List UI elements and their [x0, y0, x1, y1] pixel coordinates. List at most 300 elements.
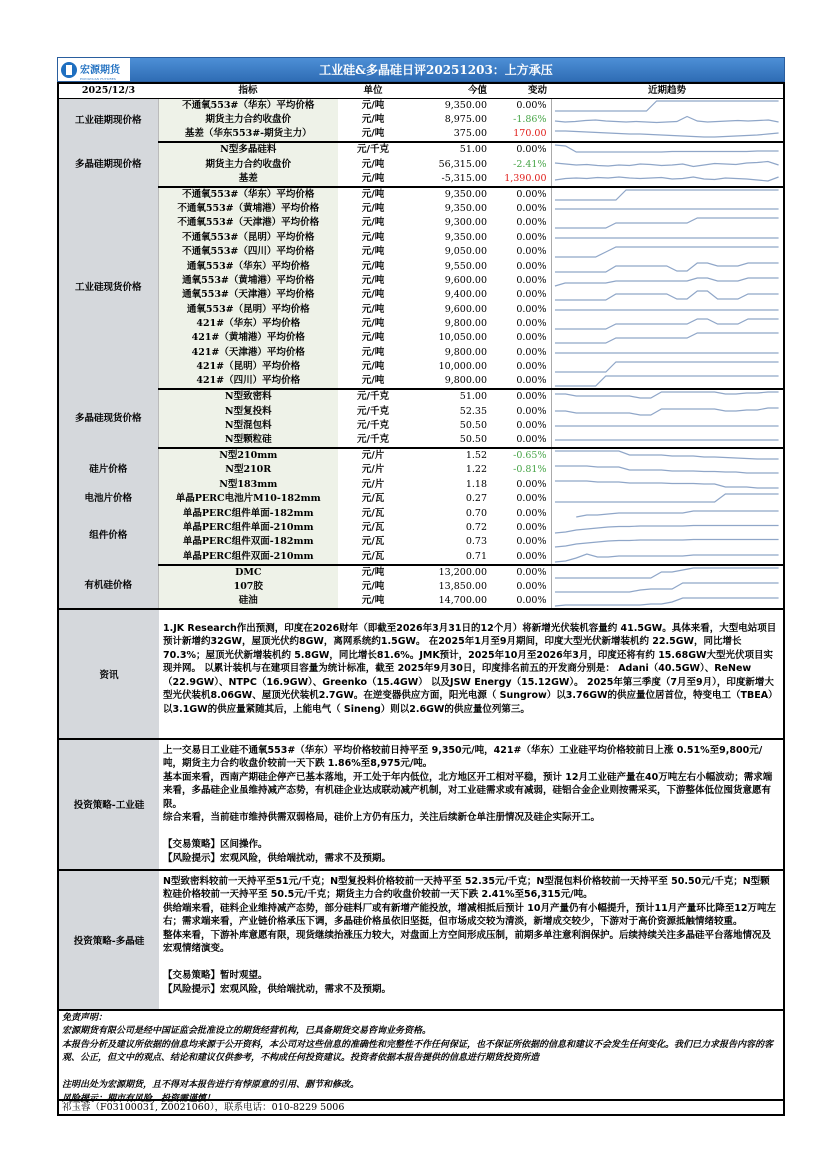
value: 56,315.00	[438, 158, 487, 170]
disclaimer-line: 免责声明：	[62, 1012, 108, 1023]
table-row	[58, 172, 784, 187]
sparkline-line	[554, 218, 778, 228]
trend-cell	[551, 274, 784, 288]
value: 0.72	[465, 522, 487, 533]
trend-cell	[551, 478, 784, 492]
indicator-name: 单晶PERC电池片M10-182mm	[158, 492, 338, 506]
indicator-name: 不通氧553#（黄埔港）平均价格	[158, 202, 338, 216]
value-header: 今值	[408, 83, 491, 99]
value: 9,600.00	[444, 274, 487, 286]
table-row	[58, 463, 784, 477]
trend-cell	[551, 535, 784, 549]
value: 9,350.00	[444, 231, 487, 243]
value: 1.22	[465, 464, 487, 476]
table-row	[58, 303, 784, 317]
sparkline-line	[554, 117, 778, 123]
disclaimer-line: 宏源期货有限公司是经中国证监会批准设立的期货经营机构，已具备期货交易咨询业务资格。	[62, 1026, 432, 1037]
change: 0.00%	[516, 361, 547, 373]
table-row	[58, 506, 784, 520]
value: 9,800.00	[444, 318, 487, 330]
unit: 元/千克	[357, 420, 389, 432]
value: 50.50	[408, 433, 491, 448]
trend-cell	[551, 202, 784, 216]
unit: 元/吨	[338, 127, 408, 142]
sparkline	[552, 143, 784, 157]
indicator-name: N型多晶硅料	[158, 142, 338, 157]
sparkline-line	[554, 161, 778, 166]
unit: 元/千克	[357, 405, 389, 417]
trend-cell	[551, 580, 784, 594]
unit: 元/千克	[357, 144, 389, 156]
section-news	[57, 610, 785, 740]
category-label: 组件价格	[58, 506, 158, 564]
unit: 元/吨	[361, 246, 385, 258]
change: 0.00%	[516, 566, 547, 578]
change: 0.00%	[491, 433, 551, 448]
sparkline	[552, 245, 784, 259]
trend-cell	[551, 127, 784, 142]
sparkline-line	[554, 177, 778, 181]
unit: 元/吨	[361, 332, 385, 344]
change: 0.00%	[516, 522, 547, 533]
trend-cell	[551, 565, 784, 580]
table-row	[58, 492, 784, 506]
sparkline	[552, 535, 784, 549]
change: 0.00%	[491, 550, 551, 565]
sparkline-line	[554, 319, 778, 329]
indicator-name: 通氧553#（华东）平均价格	[158, 259, 338, 273]
logo-text: 宏源期货	[80, 65, 120, 76]
table-row	[58, 433, 784, 448]
table-row	[58, 99, 784, 114]
table-row	[58, 142, 784, 157]
unit-header: 单位	[338, 83, 408, 99]
indicator-name: 421#（华东）平均价格	[158, 317, 338, 331]
sparkline	[552, 202, 784, 216]
value: 9,800.00	[408, 374, 491, 389]
unit: 元/吨	[361, 580, 385, 592]
table-row	[58, 157, 784, 171]
indicator-name: 单晶PERC组件单面-210mm	[158, 521, 338, 535]
unit: 元/吨	[361, 361, 385, 373]
indicator-name: 期货主力合约收盘价	[158, 157, 338, 171]
category-label: 工业硅期现价格	[58, 99, 158, 143]
unit: 元/吨	[361, 202, 385, 214]
unit: 元/瓦	[361, 507, 385, 519]
indicator-name: N型复投料	[158, 404, 338, 418]
table-header	[58, 83, 784, 99]
sparkline	[552, 360, 784, 374]
change: 0.00%	[516, 217, 547, 229]
indicator-name: 基差	[158, 172, 338, 187]
change: 0.00%	[516, 188, 547, 200]
paragraph: 【交易策略】区间操作。	[163, 839, 268, 851]
indicator-name: N型210mm	[158, 448, 338, 463]
change: 0.00%	[516, 478, 547, 490]
disclaimer-line: 注明出处为宏源期货，且不得对本报告进行有悖原意的引用、删节和修改。	[62, 1080, 360, 1091]
table-row	[58, 202, 784, 216]
sparkline	[552, 478, 784, 492]
sparkline-line	[554, 392, 778, 398]
sparkline	[552, 172, 784, 186]
paragraph: 【风险提示】宏观风险，供给端扰动，需求不及预期。	[163, 852, 392, 864]
value: 9,350.00	[444, 100, 487, 111]
sparkline-line	[554, 145, 778, 152]
unit: 元/吨	[361, 188, 385, 200]
unit: 元/吨	[338, 594, 408, 609]
table-row	[58, 419, 784, 433]
unit: 元/吨	[361, 303, 385, 315]
unit: 元/吨	[361, 100, 385, 111]
sparkline	[552, 216, 784, 230]
value: 1.52	[465, 450, 487, 462]
sparkline	[552, 231, 784, 245]
table-row	[58, 113, 784, 127]
change: 0.00%	[491, 594, 551, 609]
indicator-name: 通氧553#（黄埔港）平均价格	[158, 274, 338, 288]
indicator-name: 不通氧553#（四川）平均价格	[158, 245, 338, 259]
sparkline	[552, 113, 784, 127]
value: -5,315.00	[408, 172, 491, 187]
indicator-name: N型致密料	[158, 389, 338, 404]
change: 0.00%	[516, 202, 547, 214]
section-text	[159, 610, 783, 738]
trend-cell	[551, 550, 784, 565]
category-label: 电池片价格	[58, 492, 158, 506]
unit: 元/瓦	[361, 493, 385, 505]
trend-cell	[551, 113, 784, 127]
table-row	[58, 288, 784, 302]
value: 9,400.00	[444, 289, 487, 301]
trend-cell	[551, 419, 784, 433]
unit: 元/片	[361, 478, 385, 490]
sparkline	[552, 346, 784, 360]
unit: 元/瓦	[361, 522, 385, 533]
table-row	[58, 374, 784, 389]
trend-cell	[551, 346, 784, 360]
indicator-name: 不通氧553#（华东）平均价格	[158, 187, 338, 202]
change: 0.00%	[516, 580, 547, 592]
unit: 元/吨	[361, 158, 385, 170]
table-row	[58, 448, 784, 463]
change: 0.00%	[516, 231, 547, 243]
sparkline-line	[554, 526, 778, 534]
value: 0.71	[408, 550, 491, 565]
sparkline-line	[554, 568, 778, 578]
table-row	[58, 331, 784, 345]
sparkline	[552, 550, 784, 564]
paragraph	[163, 825, 779, 839]
table-row	[58, 521, 784, 535]
table-row	[58, 389, 784, 404]
indicator-name: 基差（华东553#-期货主力）	[158, 127, 338, 142]
analyst-contact: 祁玉蓉（F03100031, Z0021060），联系电话：010-8229 5006	[57, 1101, 785, 1116]
section-label: 投资策略-多晶硅	[59, 871, 159, 1009]
paragraph: 【交易策略】暂时观望。	[163, 970, 268, 982]
sparkline	[552, 288, 784, 302]
unit: 元/片	[361, 450, 385, 462]
change: 0.00%	[516, 303, 547, 315]
change: 0.00%	[516, 346, 547, 358]
paragraph: 供给端来看，硅料企业维持减产态势，部分硅料厂或有新增产能投放，增减相抵后预计 10月产量仍有小幅提升，预计11月产量环比降至12万吨左右；需求端来看，产业链价格承压下调，多晶硅价格虽依旧坚挺，但市场成交较为清淡，新增成交较少，下游对于高价资源抵触情绪较重。	[163, 902, 776, 928]
section-text	[159, 740, 783, 869]
sparkline-line	[554, 598, 778, 606]
table-row	[58, 127, 784, 142]
paragraph: 综合来看，当前硅市维持供需双弱格局，硅价上方仍有压力，关注后续新仓单注册情况及硅企实际开工。	[163, 812, 601, 824]
table-row	[58, 231, 784, 245]
trend-cell	[551, 303, 784, 317]
change: 0.00%	[516, 405, 547, 417]
trend-cell	[551, 216, 784, 230]
section-label: 投资策略-工业硅	[59, 740, 159, 869]
indicator-name: 不通氧553#（华东）平均价格	[158, 99, 338, 114]
table-row	[58, 594, 784, 609]
indicator-name: 期货主力合约收盘价	[158, 113, 338, 127]
unit: 元/千克	[338, 433, 408, 448]
disclaimer-line: 本报告分析及建议所依据的信息均来源于公开资料，本公司对这些信息的准确性和完整性不作任何保证，也不保证所依据的信息和建议不会发生任何变化。我们已力求报告内容的客观、公正，但文中的观点、结论和建议仅供参考，不构成任何投资建议。投资者依据本报告提供的信息进行期货投资所造	[62, 1039, 774, 1064]
change: -1.86%	[513, 114, 547, 126]
change: -2.41%	[513, 158, 547, 170]
change: 0.00%	[516, 144, 547, 156]
indicator-name: 通氧553#（天津港）平均价格	[158, 288, 338, 302]
table-row	[58, 580, 784, 594]
indicator-name: N型183mm	[158, 478, 338, 492]
sparkline	[552, 433, 784, 447]
table-row	[58, 317, 784, 331]
indicator-name: 421#（天津港）平均价格	[158, 346, 338, 360]
indicator-name: 单晶PERC组件双面-182mm	[158, 535, 338, 549]
change: 0.00%	[516, 420, 547, 432]
sparkline-line	[554, 451, 778, 459]
table-row	[58, 565, 784, 580]
change: 0.00%	[516, 536, 547, 548]
trend-cell	[551, 187, 784, 202]
change: 0.00%	[516, 274, 547, 286]
section-strategy-polysilicon	[57, 871, 785, 1011]
sparkline	[552, 274, 784, 288]
change: 0.00%	[516, 332, 547, 344]
indicator-name: 通氧553#（昆明）平均价格	[158, 303, 338, 317]
unit: 元/吨	[361, 217, 385, 229]
sparkline	[552, 158, 784, 172]
value: 9,300.00	[444, 217, 487, 229]
sparkline	[552, 331, 784, 345]
price-table	[57, 82, 785, 610]
trend-cell	[551, 594, 784, 609]
paragraph	[163, 956, 779, 970]
trend-cell	[551, 317, 784, 331]
table-row	[58, 478, 784, 492]
table-row	[58, 404, 784, 418]
unit: 元/千克	[357, 391, 389, 403]
indicator-name: N型210R	[158, 463, 338, 477]
trend-header: 近期趋势	[551, 83, 784, 99]
sparkline	[552, 566, 784, 580]
indicator-name: 107胶	[158, 580, 338, 594]
sparkline-line	[554, 466, 778, 473]
value: 13,200.00	[438, 566, 487, 578]
trend-cell	[551, 404, 784, 418]
sparkline	[552, 390, 784, 404]
unit: 元/吨	[361, 260, 385, 272]
logo-subtext: HONGYUAN FUTURES	[80, 77, 116, 81]
change: -0.81%	[513, 464, 547, 476]
disclaimer-line	[62, 1066, 780, 1080]
company-logo	[58, 58, 130, 81]
sparkline	[552, 507, 784, 521]
unit: 元/吨	[338, 172, 408, 187]
change: 0.00%	[516, 100, 547, 111]
table-row	[58, 550, 784, 565]
value: 8,975.00	[444, 114, 487, 126]
paragraph: N型致密料较前一天持平至51元/千克；N型复投料价格较前一天持平至 52.35元/千克；N型混包料价格较前一天持平至 50.50元/千克；N型颗粒硅价格较前一天持平至 50.5元/千克；期货主力合约收盘价较前一天下跌 2.41%至56,315元/吨。	[163, 875, 770, 901]
change: 0.00%	[516, 246, 547, 258]
unit: 元/吨	[361, 346, 385, 358]
indicator-name: 单晶PERC组件单面-182mm	[158, 506, 338, 520]
sparkline	[552, 188, 784, 202]
trend-cell	[551, 389, 784, 404]
unit: 元/吨	[361, 566, 385, 578]
trend-cell	[551, 360, 784, 374]
report-banner	[57, 57, 785, 82]
sparkline-line	[554, 291, 778, 300]
category-label: 硅片价格	[58, 448, 158, 492]
trend-cell	[551, 172, 784, 187]
indicator-name: 单晶PERC组件双面-210mm	[158, 550, 338, 565]
unit: 元/片	[361, 464, 385, 476]
value: 52.35	[459, 405, 487, 417]
value: 0.27	[465, 493, 487, 505]
value: 9,050.00	[444, 246, 487, 258]
indicator-name: 硅油	[158, 594, 338, 609]
trend-cell	[551, 521, 784, 535]
unit: 元/吨	[361, 274, 385, 286]
trend-cell	[551, 231, 784, 245]
indicator-name: 421#（昆明）平均价格	[158, 360, 338, 374]
trend-cell	[551, 157, 784, 171]
sparkline-line	[576, 511, 778, 517]
table-row	[58, 274, 784, 288]
change: 0.00%	[491, 374, 551, 389]
sparkline	[552, 317, 784, 331]
change: 170.00	[491, 127, 551, 142]
table-row	[58, 245, 784, 259]
unit: 元/瓦	[338, 550, 408, 565]
value: 10,000.00	[438, 361, 487, 373]
indicator-header: 指标	[158, 83, 338, 99]
change: 0.00%	[516, 391, 547, 403]
trend-cell	[551, 331, 784, 345]
paragraph: 基本面来看，西南产期硅企停产已基本落地，开工处于年内低位，北方地区开工相对平稳，预计 12月工业硅产量在40万吨左右小幅波动；需求端来看，多晶硅企业虽维持减产态势，有机硅企业达成联动减产机制，对工业硅需求或有减弱，硅铝合金企业则按需采买，下游整体低位囤货意愿有限。	[163, 771, 773, 810]
indicator-name: 不通氧553#（天津港）平均价格	[158, 216, 338, 230]
sparkline-line	[554, 101, 778, 111]
sparkline-line	[554, 362, 778, 372]
trend-cell	[551, 288, 784, 302]
value: 0.70	[465, 507, 487, 519]
sparkline-line	[554, 247, 778, 257]
value: 50.50	[459, 420, 487, 432]
section-text	[159, 871, 783, 1009]
change: 0.00%	[516, 493, 547, 505]
sparkline-line	[554, 554, 778, 562]
sparkline	[552, 580, 784, 594]
indicator-name: N型混包料	[158, 419, 338, 433]
sparkline-line	[554, 376, 778, 386]
change: 0.00%	[516, 318, 547, 330]
unit: 元/吨	[361, 231, 385, 243]
sparkline-line	[554, 408, 778, 415]
logo-icon	[61, 62, 77, 78]
category-label: 工业硅现货价格	[58, 187, 158, 390]
value: 51.00	[459, 391, 487, 403]
value: 375.00	[408, 127, 491, 142]
sparkline	[552, 260, 784, 274]
indicator-name: DMC	[158, 565, 338, 580]
sparkline	[552, 374, 784, 388]
sparkline	[552, 303, 784, 317]
trend-cell	[551, 506, 784, 520]
sparkline-line	[554, 333, 778, 343]
paragraph: 上一交易日工业硅不通氧553#（华东）平均价格较前日持平至 9,350元/吨，421#（华东）工业硅平均价格较前日上涨 0.51%至9,800元/吨，期货主力合约收盘价较前一天下跌 1.86%至8,975元/吨。	[163, 744, 763, 770]
table-row	[58, 259, 784, 273]
date-header: 2025/12/3	[58, 83, 158, 99]
sparkline	[552, 594, 784, 608]
sparkline	[552, 99, 784, 113]
disclaimer	[57, 1011, 785, 1104]
indicator-name: 421#（四川）平均价格	[158, 374, 338, 389]
unit: 元/吨	[361, 289, 385, 301]
trend-cell	[551, 245, 784, 259]
change: 0.00%	[516, 260, 547, 272]
value: 51.00	[459, 144, 487, 156]
value: 13,850.00	[438, 580, 487, 592]
sparkline-line	[554, 131, 778, 137]
unit: 元/瓦	[361, 536, 385, 548]
change: 0.00%	[516, 507, 547, 519]
value: 9,600.00	[444, 303, 487, 315]
sparkline	[552, 463, 784, 477]
value: 9,800.00	[444, 346, 487, 358]
paragraph: 1.JK Research作出预测，印度在2026财年（即截至2026年3月31日的12个月）将新增光伏装机容量约 41.5GW。具体来看，大型电站项目预计新增约32GW，屋顶光伏约8GW，离网系统约1.5GW。 在2025年1月至9月期间，印度大型光伏新增装机约 22.5GW，同比增长70.3%；屋顶光伏新增装机约 5.8GW，同比增长81.6%。JMK预计，2025年10月至2026年3月，印度还将有约 15.68GW大型光伏项目实现并网。 以累计装机与在建项目容量为统计标准，截至 2025年9月30日，印度排名前五的开发商分别是： Adani（40.5GW）、ReNew（22.9GW）、NTPC（16.9GW）、Greenko（15.4GW） 以及JSW Energy（15.12GW）。 2025年第三季度（7月至9月），印度新增大型光伏装机8.06GW、屋顶光伏装机2.7GW。在逆变器供应方面，阳光电源（ Sungrow）以3.76GW的供应量位居首位，特变电工（TBEA）以3.1GW的供应量紧随其后，上能电气（ Sineng）则以2.6GW的供应量位列第三。	[163, 622, 778, 715]
sparkline	[552, 521, 784, 535]
report-title: 工业硅&多晶硅日评20251203：上方承压	[319, 63, 553, 77]
category-label: 多晶硅现货价格	[58, 389, 158, 448]
change: -0.65%	[513, 450, 547, 462]
change: 0.00%	[516, 289, 547, 301]
sparkline-line	[554, 583, 778, 592]
trend-cell	[551, 448, 784, 463]
sparkline-line	[554, 494, 778, 502]
sparkline-line	[554, 540, 778, 548]
category-label: 有机硅价格	[58, 565, 158, 609]
value: 14,700.00	[408, 594, 491, 609]
sparkline	[552, 419, 784, 433]
sparkline	[552, 492, 784, 506]
value: 0.73	[465, 536, 487, 548]
trend-cell	[551, 259, 784, 273]
category-label: 多晶硅期现价格	[58, 142, 158, 186]
value: 1.18	[465, 478, 487, 490]
sparkline-line	[554, 278, 778, 286]
unit: 元/吨	[338, 374, 408, 389]
table-row	[58, 535, 784, 549]
indicator-name: 不通氧553#（昆明）平均价格	[158, 231, 338, 245]
section-strategy-industrial-silicon	[57, 740, 785, 871]
unit: 元/吨	[361, 114, 385, 126]
disclaimer-line: 风险提示：期市有风险，投资需谨慎！	[62, 1093, 216, 1104]
trend-cell	[551, 374, 784, 389]
sparkline	[552, 405, 784, 419]
